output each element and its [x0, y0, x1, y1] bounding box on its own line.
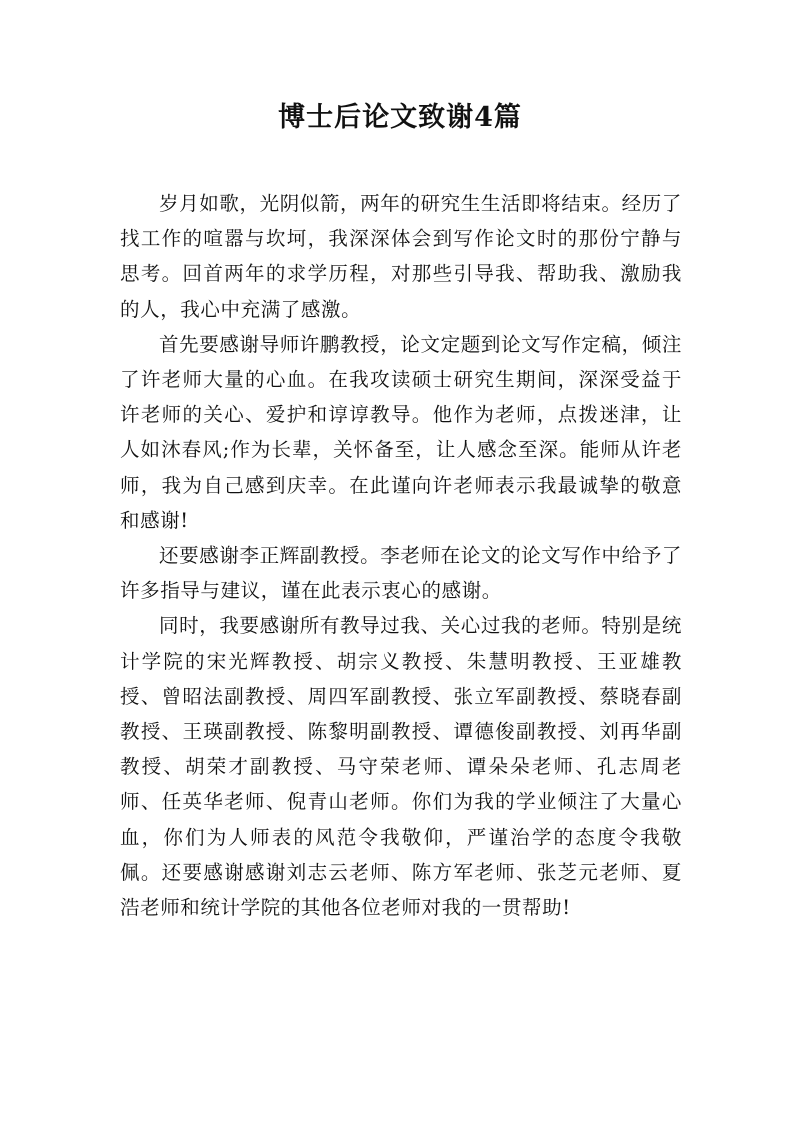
- paragraph-advisor-thanks: 首先要感谢导师许鹏教授，论文定题到论文写作定稿，倾注了许老师大量的心血。在我攻读硕士研究生期间，深深受益于许老师的关心、爱护和谆谆教导。他作为老师，点拨迷津，让人如沐春风;作为长辈，关怀备至，让人感念至深。能师从许老师，我为自己感到庆幸。在此谨向许老师表示我最诚挚的敬意和感谢!: [120, 332, 682, 532]
- paragraph-teachers-thanks: 同时，我要感谢所有教导过我、关心过我的老师。特别是统计学院的宋光辉教授、胡宗义教授、朱慧明教授、王亚雄教授、曾昭法副教授、周四军副教授、张立军副教授、蔡晓春副教授、王瑛副教授、陈黎明副教授、谭德俊副教授、刘再华副教授、胡荣才副教授、马守荣老师、谭朵朵老师、孔志周老师、任英华老师、倪青山老师。你们为我的学业倾注了大量心血，你们为人师表的风范令我敬仰，严谨治学的态度令我敬佩。还要感谢感谢刘志云老师、陈方军老师、张芝元老师、夏浩老师和统计学院的其他各位老师对我的一贯帮助!: [120, 614, 682, 920]
- document-title: 博士后论文致谢4篇: [278, 102, 522, 133]
- document-body: [120, 186, 682, 925]
- paragraph-intro: 岁月如歌，光阴似箭，两年的研究生生活即将结束。经历了找工作的喧嚣与坎坷，我深深体会到写作论文时的那份宁静与思考。回首两年的求学历程，对那些引导我、帮助我、激励我的人，我心中充满了感激。: [120, 192, 682, 321]
- paragraph-associate-professor-thanks: 还要感谢李正辉副教授。李老师在论文的论文写作中给予了许多指导与建议，谨在此表示衷心的感谢。: [120, 544, 682, 603]
